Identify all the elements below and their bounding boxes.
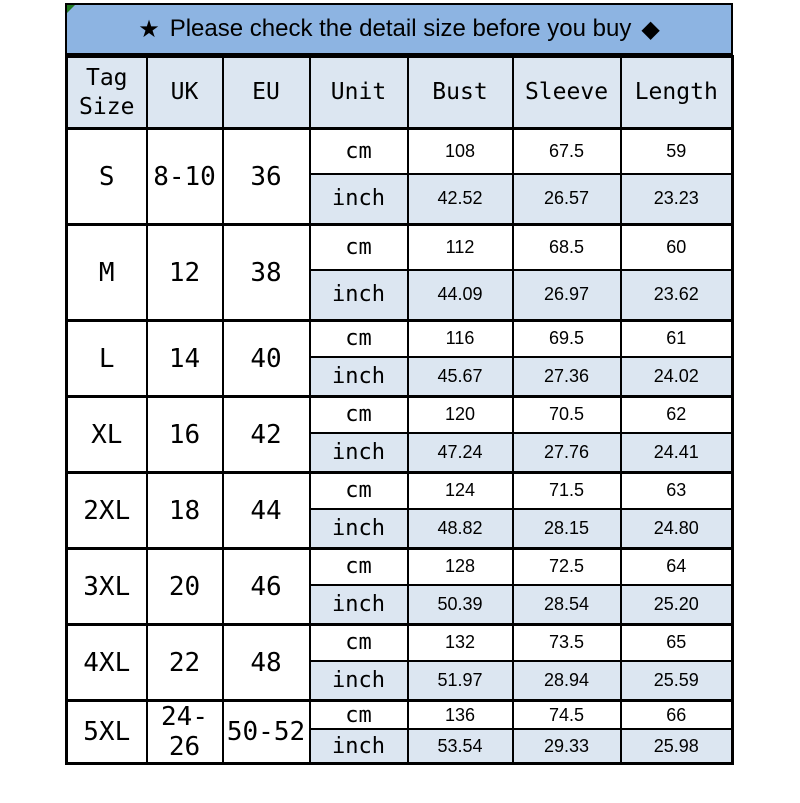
eu-value-cell: 48: [223, 625, 310, 701]
sleeve-value-cell: 70.5: [513, 397, 621, 433]
sleeve-value-cell: 69.5: [513, 321, 621, 357]
sleeve-value-cell: 29.33: [513, 729, 621, 763]
uk-value-cell: 24-26: [147, 701, 223, 764]
uk-value-cell: 14: [147, 321, 223, 397]
green-corner-marker-icon: [67, 5, 75, 13]
size-label-cell: 4XL: [67, 625, 147, 701]
unit-label-cell: cm: [310, 701, 408, 730]
unit-label-cell: cm: [310, 397, 408, 433]
table-row: [67, 397, 733, 433]
sleeve-value-cell: 27.76: [513, 433, 621, 473]
bust-value-cell: 48.82: [408, 509, 513, 549]
length-value-cell: 63: [621, 473, 733, 509]
bust-value-cell: 45.67: [408, 357, 513, 397]
unit-label-cell: inch: [310, 270, 408, 321]
sleeve-value-cell: 73.5: [513, 625, 621, 661]
length-value-cell: 23.23: [621, 174, 733, 225]
table-row: [67, 625, 733, 661]
uk-value-cell: 22: [147, 625, 223, 701]
sleeve-value-cell: 28.15: [513, 509, 621, 549]
eu-value-cell: 42: [223, 397, 310, 473]
sleeve-value-cell: 26.57: [513, 174, 621, 225]
bust-value-cell: 136: [408, 701, 513, 730]
header-cell-eu: EU: [223, 57, 310, 129]
unit-label-cell: inch: [310, 509, 408, 549]
sleeve-value-cell: 74.5: [513, 701, 621, 730]
sleeve-value-cell: 67.5: [513, 129, 621, 174]
uk-value-cell: 18: [147, 473, 223, 549]
unit-label-cell: inch: [310, 357, 408, 397]
table-row: [67, 129, 733, 174]
table-row: [67, 701, 733, 730]
unit-label-cell: inch: [310, 174, 408, 225]
sleeve-value-cell: 27.36: [513, 357, 621, 397]
length-value-cell: 62: [621, 397, 733, 433]
bust-value-cell: 112: [408, 225, 513, 270]
eu-value-cell: 36: [223, 129, 310, 225]
bust-value-cell: 132: [408, 625, 513, 661]
header-cell-unit: Unit: [310, 57, 408, 129]
notice-banner: [65, 3, 733, 55]
banner-text: Please check the detail size before you buy: [169, 15, 632, 42]
size-label-cell: M: [67, 225, 147, 321]
length-value-cell: 60: [621, 225, 733, 270]
table-row: [67, 225, 733, 270]
length-value-cell: 66: [621, 701, 733, 730]
unit-label-cell: cm: [310, 473, 408, 509]
unit-label-cell: cm: [310, 625, 408, 661]
eu-value-cell: 44: [223, 473, 310, 549]
size-label-cell: XL: [67, 397, 147, 473]
length-value-cell: 24.02: [621, 357, 733, 397]
size-label-cell: L: [67, 321, 147, 397]
length-value-cell: 61: [621, 321, 733, 357]
bust-value-cell: 47.24: [408, 433, 513, 473]
length-value-cell: 59: [621, 129, 733, 174]
unit-label-cell: cm: [310, 549, 408, 585]
unit-label-cell: inch: [310, 661, 408, 701]
length-value-cell: 23.62: [621, 270, 733, 321]
unit-label-cell: cm: [310, 129, 408, 174]
diamond-icon: ◆: [641, 15, 660, 43]
header-cell-bust: Bust: [408, 57, 513, 129]
bust-value-cell: 128: [408, 549, 513, 585]
eu-value-cell: 46: [223, 549, 310, 625]
bust-value-cell: 51.97: [408, 661, 513, 701]
bust-value-cell: 44.09: [408, 270, 513, 321]
size-label-cell: 3XL: [67, 549, 147, 625]
bust-value-cell: 120: [408, 397, 513, 433]
eu-value-cell: 50-52: [223, 701, 310, 764]
unit-label-cell: cm: [310, 225, 408, 270]
header-cell-tag-size: Tag Size: [67, 57, 147, 129]
uk-value-cell: 12: [147, 225, 223, 321]
length-value-cell: 65: [621, 625, 733, 661]
eu-value-cell: 40: [223, 321, 310, 397]
sleeve-value-cell: 28.54: [513, 585, 621, 625]
table-row: [67, 473, 733, 509]
uk-value-cell: 20: [147, 549, 223, 625]
eu-value-cell: 38: [223, 225, 310, 321]
unit-label-cell: cm: [310, 321, 408, 357]
table-row: [67, 549, 733, 585]
uk-value-cell: 16: [147, 397, 223, 473]
sleeve-value-cell: 28.94: [513, 661, 621, 701]
unit-label-cell: inch: [310, 433, 408, 473]
unit-label-cell: inch: [310, 585, 408, 625]
bust-value-cell: 42.52: [408, 174, 513, 225]
size-label-cell: 2XL: [67, 473, 147, 549]
sleeve-value-cell: 68.5: [513, 225, 621, 270]
length-value-cell: 25.59: [621, 661, 733, 701]
bust-value-cell: 124: [408, 473, 513, 509]
unit-label-cell: inch: [310, 729, 408, 763]
length-value-cell: 25.20: [621, 585, 733, 625]
size-chart-table: [65, 55, 734, 765]
size-label-cell: S: [67, 129, 147, 225]
length-value-cell: 24.80: [621, 509, 733, 549]
bust-value-cell: 53.54: [408, 729, 513, 763]
length-value-cell: 25.98: [621, 729, 733, 763]
size-label-cell: 5XL: [67, 701, 147, 764]
bust-value-cell: 108: [408, 129, 513, 174]
header-cell-uk: UK: [147, 57, 223, 129]
sleeve-value-cell: 71.5: [513, 473, 621, 509]
header-row: [67, 57, 733, 129]
bust-value-cell: 116: [408, 321, 513, 357]
length-value-cell: 24.41: [621, 433, 733, 473]
bust-value-cell: 50.39: [408, 585, 513, 625]
length-value-cell: 64: [621, 549, 733, 585]
sleeve-value-cell: 72.5: [513, 549, 621, 585]
uk-value-cell: 8-10: [147, 129, 223, 225]
sleeve-value-cell: 26.97: [513, 270, 621, 321]
header-cell-sleeve: Sleeve: [513, 57, 621, 129]
header-cell-length: Length: [621, 57, 733, 129]
table-row: [67, 321, 733, 357]
star-icon: ★: [138, 15, 160, 43]
